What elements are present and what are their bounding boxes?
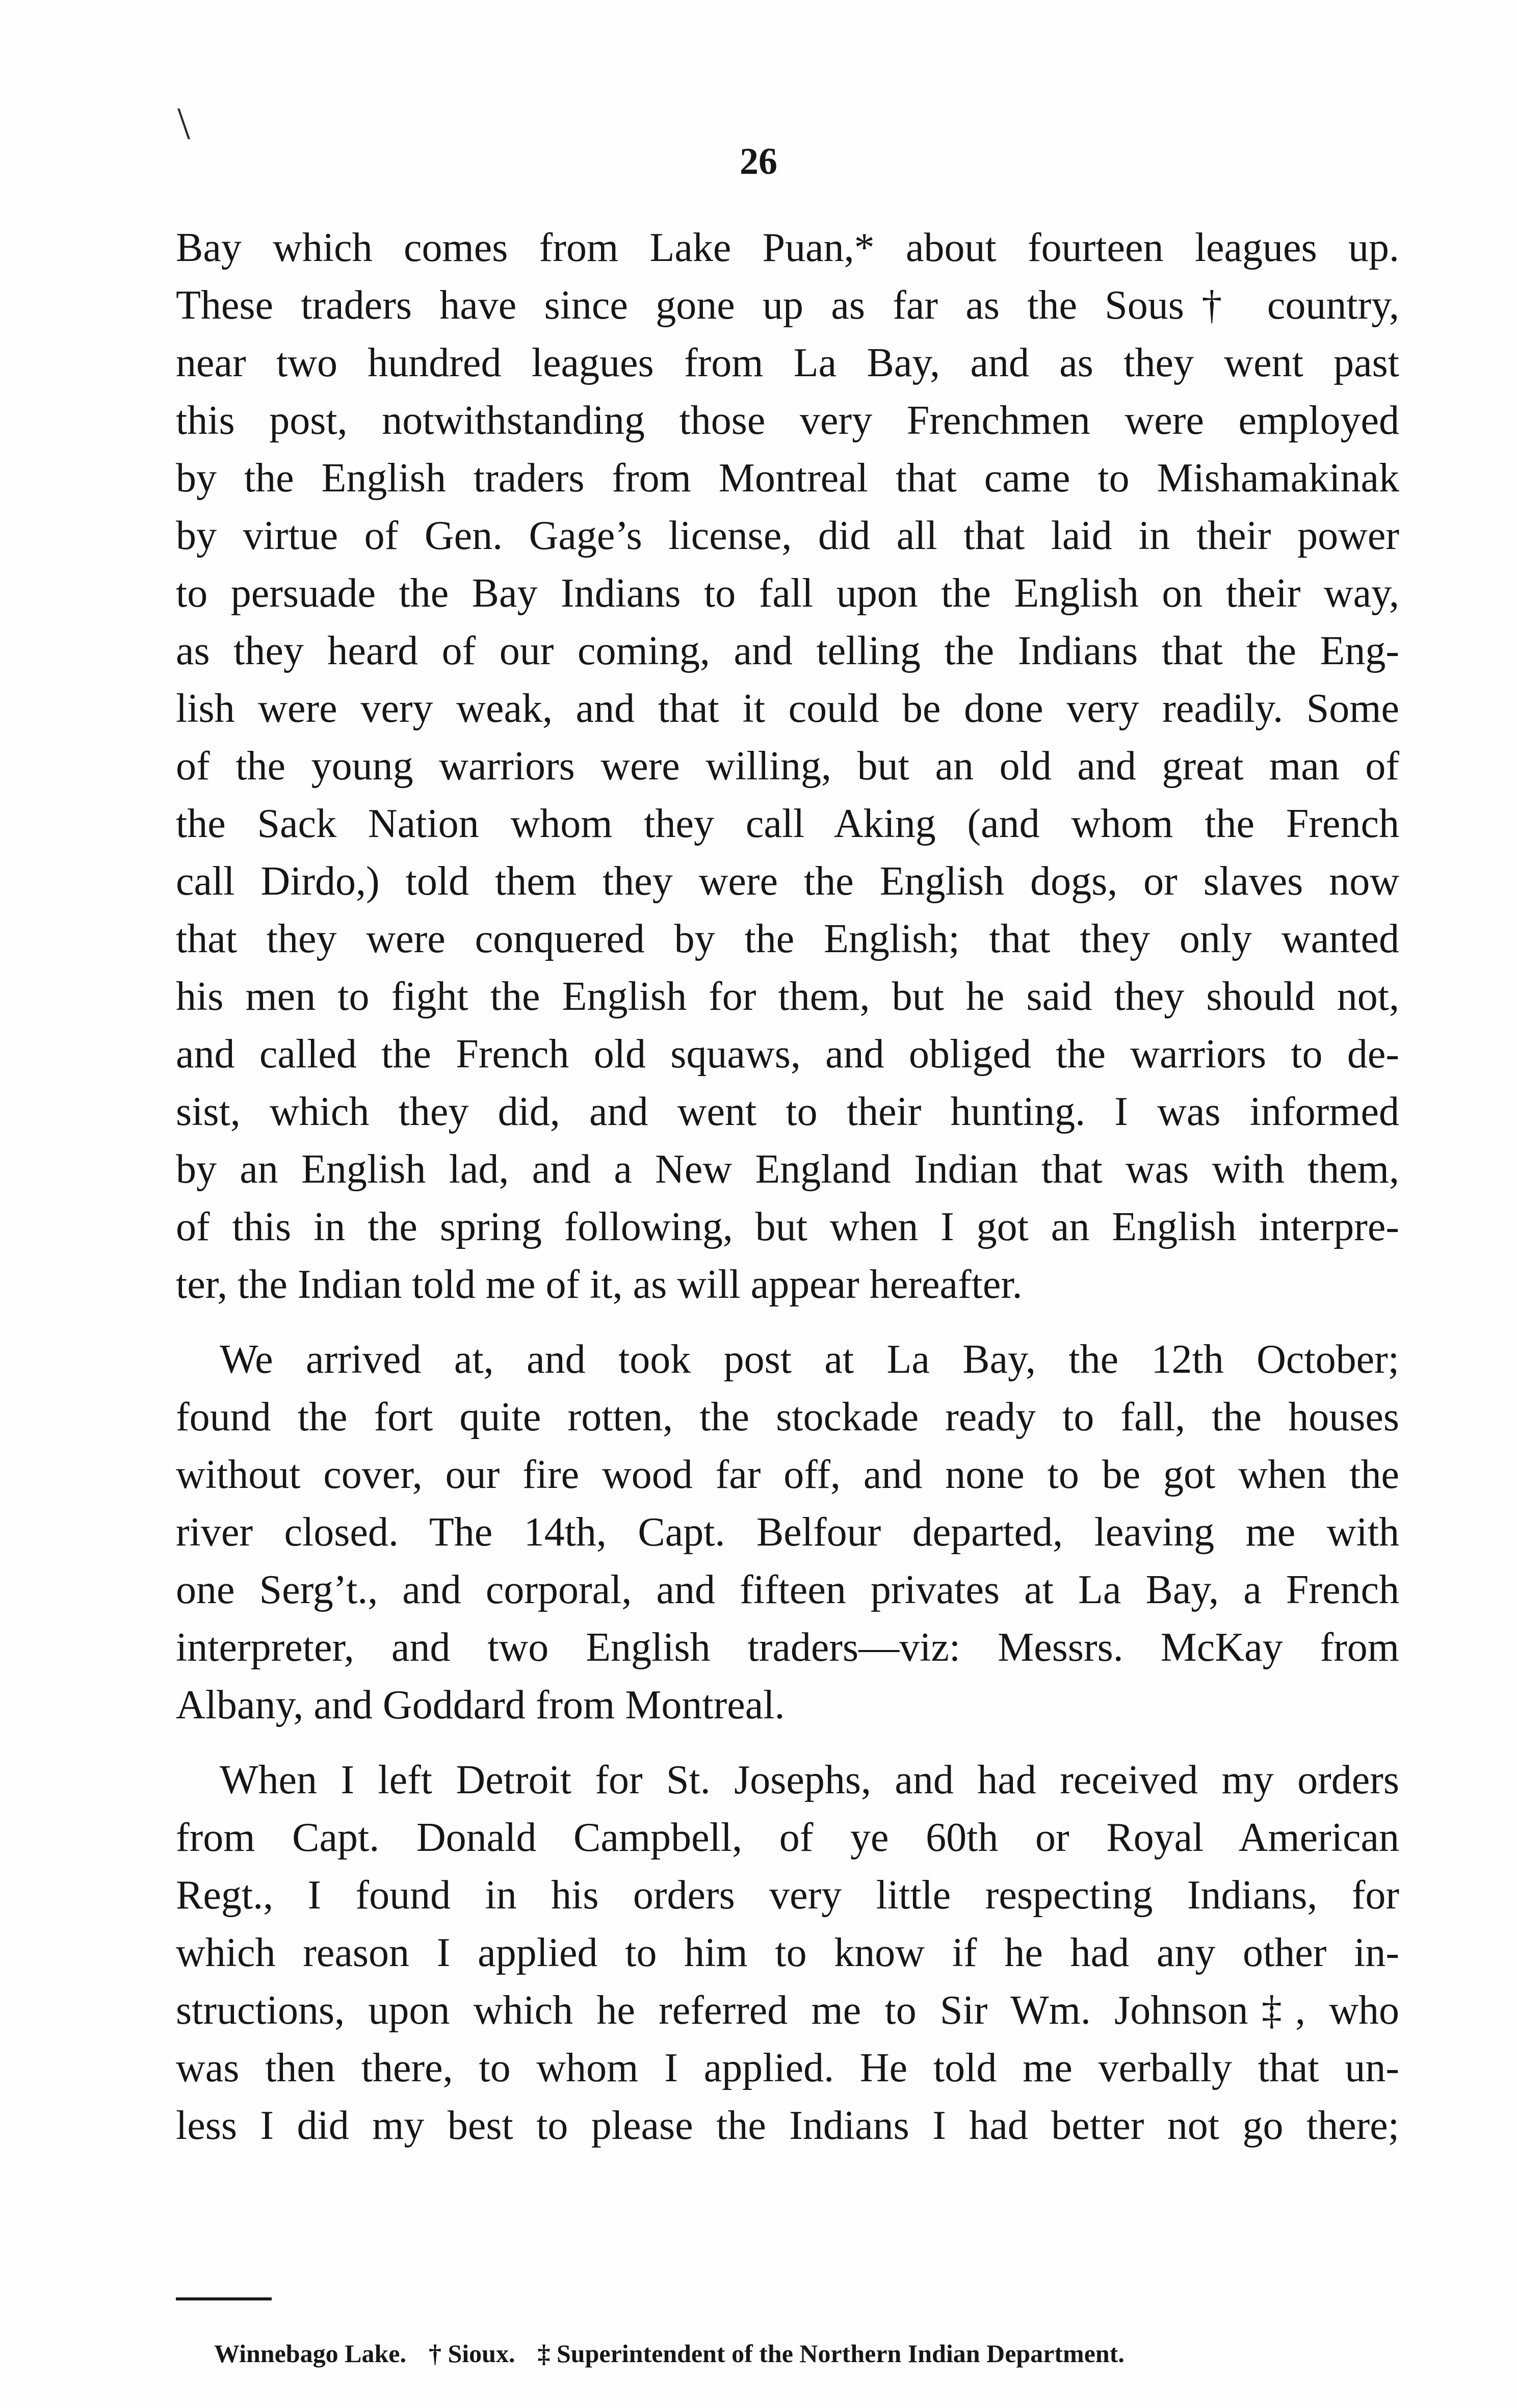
margin-mark: \ <box>177 98 191 149</box>
text-line: call Dirdo,) told them they were the English dogs, or slaves now <box>176 859 1399 904</box>
body-text <box>176 219 1399 2155</box>
footnotes <box>214 2341 1124 2366</box>
text-line: Bay which comes from Lake Puan,* about fourteen leagues up. <box>176 225 1399 270</box>
text-line: lish were very weak, and that it could be done very readily. Some <box>176 686 1399 731</box>
text-line: this post, notwithstanding those very Frenchmen were employed <box>176 398 1399 443</box>
footnote: ‡ Superintendent of the Northern Indian Department. <box>537 2339 1124 2368</box>
footnote: Winnebago Lake. <box>214 2339 406 2368</box>
text-line: was then there, to whom I applied. He told me verbally that un- <box>176 2046 1399 2090</box>
paragraph <box>176 1331 1399 1734</box>
text-line: from Capt. Donald Campbell, of ye 60th or Royal American <box>176 1815 1399 1860</box>
text-line: less I did my best to please the Indians I had better not go there; <box>176 2103 1399 2148</box>
text-line: Albany, and Goddard from Montreal. <box>176 1683 785 1728</box>
text-line: near two hundred leagues from La Bay, and as they went past <box>176 341 1399 385</box>
footnote-rule <box>176 2297 272 2300</box>
text-line: which reason I applied to him to know if he had any other in- <box>176 1930 1399 1975</box>
text-line: structions, upon which he referred me to Sir Wm. Johnson‡, who <box>176 1988 1399 2033</box>
page-number: 26 <box>740 141 777 182</box>
text-line: without cover, our fire wood far off, and none to be got when the <box>176 1452 1399 1497</box>
text-line: When I left Detroit for St. Josephs, and had received my orders <box>220 1758 1399 1802</box>
text-line: Regt., I found in his orders very little respecting Indians, for <box>176 1873 1399 1918</box>
text-line: his men to fight the English for them, but he said they should not, <box>176 974 1399 1019</box>
paragraph <box>176 219 1399 1314</box>
text-line: by virtue of Gen. Gage’s license, did all that laid in their power <box>176 513 1399 558</box>
text-line: one Serg’t., and corporal, and fifteen privates at La Bay, a French <box>176 1567 1399 1612</box>
text-line: sist, which they did, and went to their hunting. I was informed <box>176 1089 1399 1134</box>
text-line: of this in the spring following, but when I got an English interpre- <box>176 1205 1399 1249</box>
text-line: to persuade the Bay Indians to fall upon the English on their way, <box>176 571 1399 616</box>
text-line: of the young warriors were willing, but an old and great man of <box>176 744 1399 789</box>
footnote: † Sioux. <box>428 2339 515 2368</box>
text-line: that they were conquered by the English; that they only wanted <box>176 917 1399 961</box>
text-line: interpreter, and two English traders—viz: Messrs. McKay from <box>176 1625 1399 1670</box>
text-line: found the fort quite rotten, the stockade ready to fall, the houses <box>176 1395 1399 1439</box>
text-line: and called the French old squaws, and obliged the warriors to de- <box>176 1032 1399 1077</box>
text-line: as they heard of our coming, and telling the Indians that the Eng- <box>176 629 1399 673</box>
text-line: These traders have since gone up as far as the Sous† country, <box>176 283 1399 328</box>
text-line: ter, the Indian told me of it, as will appear hereafter. <box>176 1262 1023 1307</box>
text-line: by the English traders from Montreal that came to Mishamakinak <box>176 456 1399 501</box>
paragraph <box>176 1751 1399 2155</box>
text-line: river closed. The 14th, Capt. Belfour departed, leaving me with <box>176 1510 1399 1555</box>
text-line: the Sack Nation whom they call Aking (and whom the French <box>176 801 1399 846</box>
text-line: We arrived at, and took post at La Bay, the 12th October; <box>220 1337 1399 1382</box>
text-line: by an English lad, and a New England Indian that was with them, <box>176 1147 1399 1192</box>
